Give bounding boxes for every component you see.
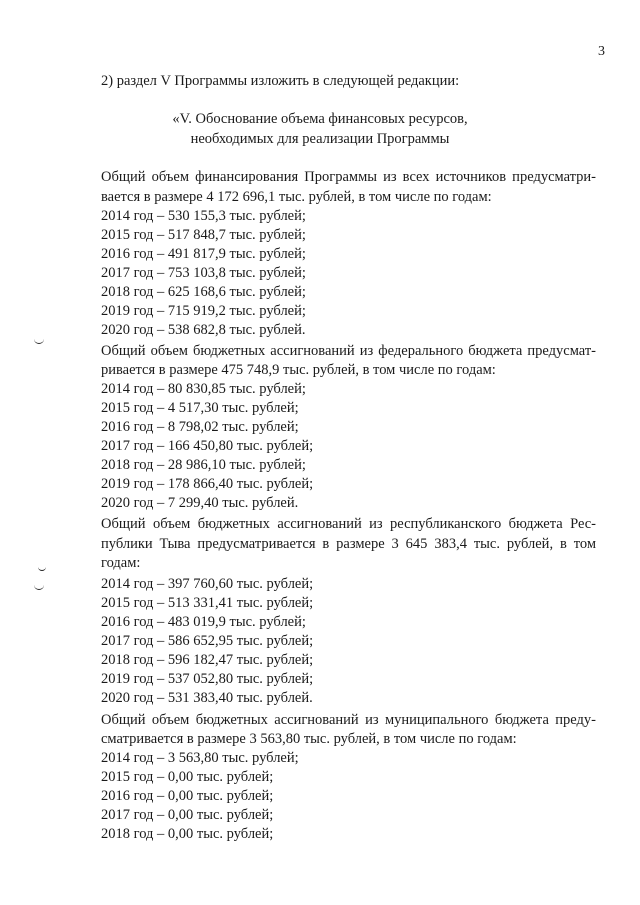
year-line: 2016 год – 0,00 тыс. рублей; — [101, 788, 274, 804]
year-line: 2020 год – 7 299,40 тыс. рублей. — [101, 495, 299, 511]
paragraph-municipal-line-1: Общий объем бюджетных ассигнований из муниципального бюджета преду- — [101, 712, 596, 728]
year-line: 2019 год – 537 052,80 тыс. рублей; — [101, 671, 314, 687]
year-line: 2019 год – 178 866,40 тыс. рублей; — [101, 476, 314, 492]
year-line: 2016 год – 8 798,02 тыс. рублей; — [101, 419, 299, 435]
paragraph-republican-line-3: годам: — [101, 555, 141, 571]
year-line: 2016 год – 491 817,9 тыс. рублей; — [101, 246, 306, 262]
year-line: 2020 год – 538 682,8 тыс. рублей. — [101, 322, 306, 338]
year-line: 2014 год – 530 155,3 тыс. рублей; — [101, 208, 306, 224]
year-line: 2017 год – 753 103,8 тыс. рублей; — [101, 265, 306, 281]
paragraph-total-line-1: Общий объем финансирования Программы из всех источников предусматри- — [101, 169, 596, 185]
year-line: 2016 год – 483 019,9 тыс. рублей; — [101, 614, 306, 630]
paragraph-federal-line-1: Общий объем бюджетных ассигнований из федерального бюджета предусмат- — [101, 343, 596, 359]
year-line: 2020 год – 531 383,40 тыс. рублей. — [101, 690, 313, 706]
margin-pen-mark — [34, 583, 44, 590]
section-heading-line-1: «V. Обоснование объема финансовых ресурсов, — [172, 111, 468, 127]
margin-pen-mark — [34, 337, 44, 344]
year-line: 2018 год – 28 986,10 тыс. рублей; — [101, 457, 306, 473]
year-line: 2015 год – 513 331,41 тыс. рублей; — [101, 595, 314, 611]
page-number: 3 — [598, 44, 605, 59]
section-heading-line-2: необходимых для реализации Программы — [190, 131, 450, 147]
year-line: 2019 год – 715 919,2 тыс. рублей; — [101, 303, 306, 319]
paragraph-total-line-2: вается в размере 4 172 696,1 тыс. рублей, в том числе по годам: — [101, 189, 492, 205]
year-line: 2017 год – 166 450,80 тыс. рублей; — [101, 438, 314, 454]
year-line: 2015 год – 4 517,30 тыс. рублей; — [101, 400, 299, 416]
year-line: 2018 год – 0,00 тыс. рублей; — [101, 826, 274, 842]
year-line: 2017 год – 0,00 тыс. рублей; — [101, 807, 274, 823]
year-line: 2015 год – 0,00 тыс. рублей; — [101, 769, 274, 785]
year-line: 2014 год – 80 830,85 тыс. рублей; — [101, 381, 306, 397]
paragraph-republican-line-1: Общий объем бюджетных ассигнований из республиканского бюджета Рес- — [101, 516, 596, 532]
year-line: 2014 год – 397 760,60 тыс. рублей; — [101, 576, 314, 592]
paragraph-federal-line-2: ривается в размере 475 748,9 тыс. рублей, в том числе по годам: — [101, 362, 496, 378]
year-line: 2018 год – 596 182,47 тыс. рублей; — [101, 652, 314, 668]
paragraph-municipal-line-2: сматривается в размере 3 563,80 тыс. рублей, в том числе по годам: — [101, 731, 517, 747]
year-line: 2018 год – 625 168,6 тыс. рублей; — [101, 284, 306, 300]
year-line: 2015 год – 517 848,7 тыс. рублей; — [101, 227, 306, 243]
intro-line: 2) раздел V Программы изложить в следующей редакции: — [101, 73, 460, 89]
year-line: 2014 год – 3 563,80 тыс. рублей; — [101, 750, 299, 766]
margin-pen-mark — [38, 564, 46, 571]
paragraph-republican-line-2: публики Тыва предусматривается в размере 3 645 383,4 тыс. рублей, в том — [101, 536, 596, 552]
year-line: 2017 год – 586 652,95 тыс. рублей; — [101, 633, 314, 649]
